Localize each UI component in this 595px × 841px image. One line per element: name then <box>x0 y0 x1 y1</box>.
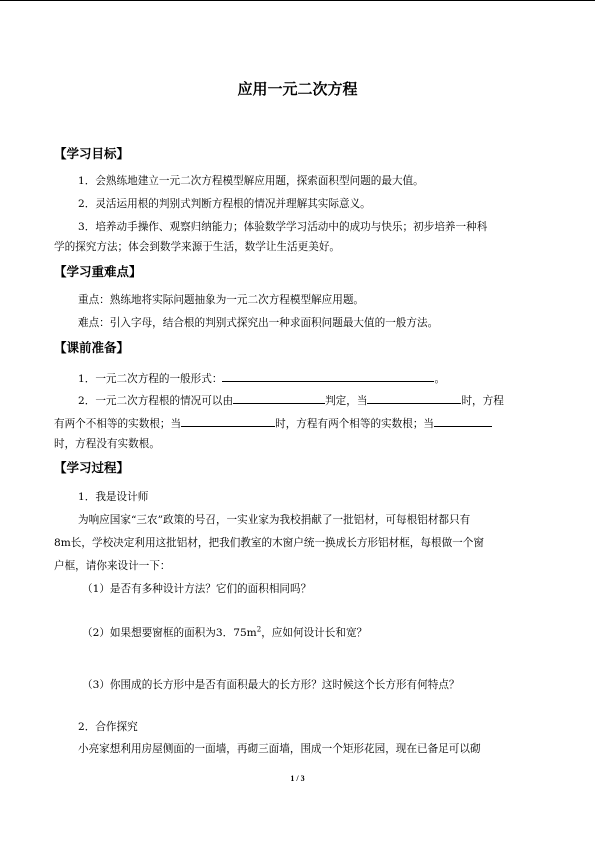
prep-question-2-line-1 <box>78 392 504 408</box>
process-heading: 【学习过程】 <box>54 460 130 475</box>
section-1-paragraph-line-1: 为响应国家“三农”政策的号召，一实业家为我校捐献了一批铝材，可每根铝材都只有 <box>78 514 471 526</box>
prep-q2-part1: 2．一元二次方程根的情况可以由 <box>78 395 234 407</box>
prep-q2-blank-2[interactable] <box>367 392 461 404</box>
section-2-title: 2．合作探究 <box>78 721 138 733</box>
section-1-question-3: （3）你围成的长方形中是否有面积最大的长方形？这时候这个长方形有何特点？ <box>82 679 460 691</box>
prep-question-2-line-2 <box>54 415 492 431</box>
difficult-point: 难点：引入字母，结合根的判别式探究出一种求面积问题最大值的一般方法。 <box>78 317 439 329</box>
prep-q2-line2-part1: 有两个不相等的实数根；当 <box>54 418 182 430</box>
prep-question-2-line-3: 时，方程没有实数根。 <box>54 438 160 450</box>
prep-q2-blank-3[interactable] <box>181 415 275 427</box>
goals-heading: 【学习目标】 <box>54 146 130 161</box>
top-border-line <box>0 0 595 1</box>
s1-q2-pre: （2）如果想要窗框的面积为3．75m <box>82 627 257 639</box>
page-number: 1 / 3 <box>290 774 305 783</box>
section-1-paragraph-line-3: 户框，请你来设计一下： <box>54 560 171 572</box>
key-point: 重点：熟练地将实际问题抽象为一元二次方程模型解应用题。 <box>78 294 365 306</box>
prep-q2-line2-part2: 时，方程有两个相等的实数根；当 <box>275 418 435 430</box>
goal-item-1: 1．会熟练地建立一元二次方程模型解应用题，探索面积型问题的最大值。 <box>78 175 424 187</box>
prep-question-1 <box>78 370 445 386</box>
section-1-question-1: （1）是否有多种设计方法？它们的面积相同吗？ <box>82 583 312 595</box>
s1-q2-superscript: 2 <box>256 625 262 634</box>
prep-q2-blank-4[interactable] <box>434 415 492 427</box>
goal-item-2: 2．灵活运用根的判别式判断方程根的情况并理解其实际意义。 <box>78 198 371 210</box>
goal-item-3-line-2: 学的探究方法；体会到数学来源于生活，数学让生活更美好。 <box>54 241 341 253</box>
prep-q2-part2: 判定，当 <box>325 395 368 407</box>
prep-q1-end: 。 <box>434 373 446 385</box>
prep-q2-part3: 时，方程 <box>461 395 504 407</box>
s1-q2-post: ，应如何设计长和宽？ <box>261 627 368 639</box>
document-title: 应用一元二次方程 <box>237 80 358 98</box>
section-1-question-2 <box>82 626 367 640</box>
goal-item-3-line-1: 3．培养动手操作、观察归纳能力；体验数学学习活动中的成功与快乐；初步培养一种科 <box>78 221 488 233</box>
section-1-paragraph-line-2: 8m长，学校决定利用这批铝材，把我们教室的木窗户统一换成长方形铝材框，每根做一个窗 <box>54 537 484 549</box>
prep-q1-blank[interactable] <box>222 370 434 382</box>
preparation-heading: 【课前准备】 <box>54 340 130 355</box>
prep-q1-text: 1．一元二次方程的一般形式： <box>78 373 223 385</box>
section-2-paragraph-line-1: 小亮家想利用房屋侧面的一面墙，再砌三面墙，围成一个矩形花园，现在已备足可以砌 <box>78 743 481 755</box>
key-points-heading: 【学习重难点】 <box>54 264 142 279</box>
prep-q2-blank-1[interactable] <box>233 392 325 404</box>
section-1-title: 1．我是设计师 <box>78 491 149 503</box>
